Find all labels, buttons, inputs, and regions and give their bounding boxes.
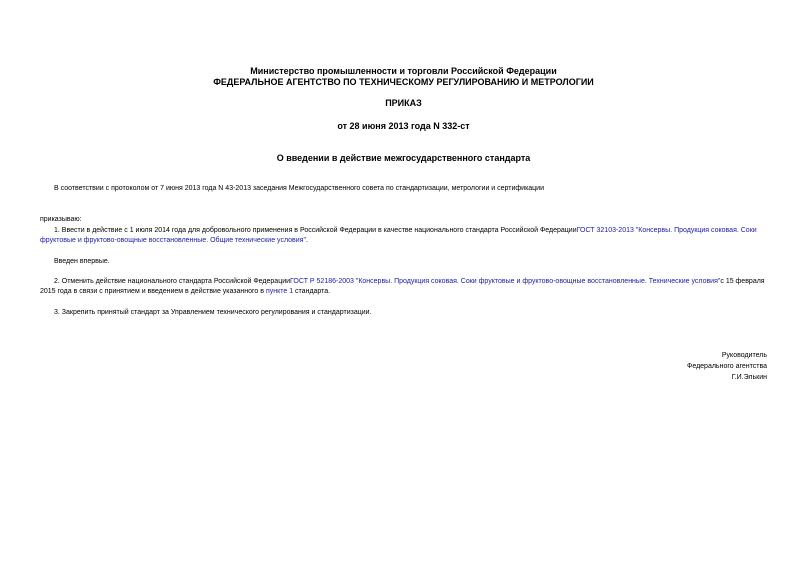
- signature-name: Г.И.Элькин: [731, 374, 767, 381]
- gost-32103-link[interactable]: ГОСТ 32103-2013 "Консервы. Продукция соковая. Соки фруктовые и фруктово-овощные восстановленные. Общие технические условия": [40, 227, 757, 244]
- order-word: приказываю:: [40, 216, 82, 223]
- item-1-text: 1. Ввести в действие с 1 июля 2014 года для добровольного применения в Российской Федерации в качестве национального стандарта Российской Федерации: [54, 227, 577, 234]
- agency-name: ФЕДЕРАЛЬНОЕ АГЕНТСТВО ПО ТЕХНИЧЕСКОМУ РЕГУЛИРОВАНИЮ И МЕТРОЛОГИИ: [213, 77, 594, 87]
- item-2-mid: с 15 февраля 2015 года в связи с принятием и введением в действие указанного в: [40, 278, 765, 295]
- signature-block: [467, 350, 767, 383]
- item-1-end: .: [305, 237, 308, 244]
- ministry-name: Министерство промышленности и торговли Российской Федерации: [250, 66, 557, 76]
- item-1-paragraph: [40, 226, 770, 246]
- item-2-end: стандарта.: [293, 288, 331, 295]
- point-1-link[interactable]: пункте 1: [265, 288, 294, 295]
- order-title: ПРИКАЗ: [385, 98, 422, 108]
- item-2-paragraph: [40, 277, 770, 297]
- gost-r-52186-link[interactable]: ГОСТ Р 52186-2003 "Консервы. Продукция соковая. Соки фруктовые и фруктово-овощные восстановленные. Технические условия": [290, 278, 721, 285]
- preamble-paragraph: В соответствии с протоколом от 7 июня 2013 года N 43-2013 заседания Межгосударственного совета по стандартизации, метрологии и сертификации: [54, 185, 545, 192]
- item-2-text: 2. Отменить действие национального стандарта Российской Федерации: [54, 278, 291, 285]
- first-introduced-note: Введен впервые.: [54, 258, 110, 265]
- item-3-paragraph: 3. Закрепить принятый стандарт за Управлением технического регулирования и стандартизации.: [54, 309, 372, 316]
- document-header: [0, 66, 807, 88]
- order-subject: О введении в действие межгосударственного стандарта: [276, 153, 531, 163]
- signature-org: Федерального агентства: [687, 363, 767, 370]
- order-date: от 28 июня 2013 года N 332-ст: [337, 121, 470, 131]
- signature-role: Руководитель: [721, 352, 767, 359]
